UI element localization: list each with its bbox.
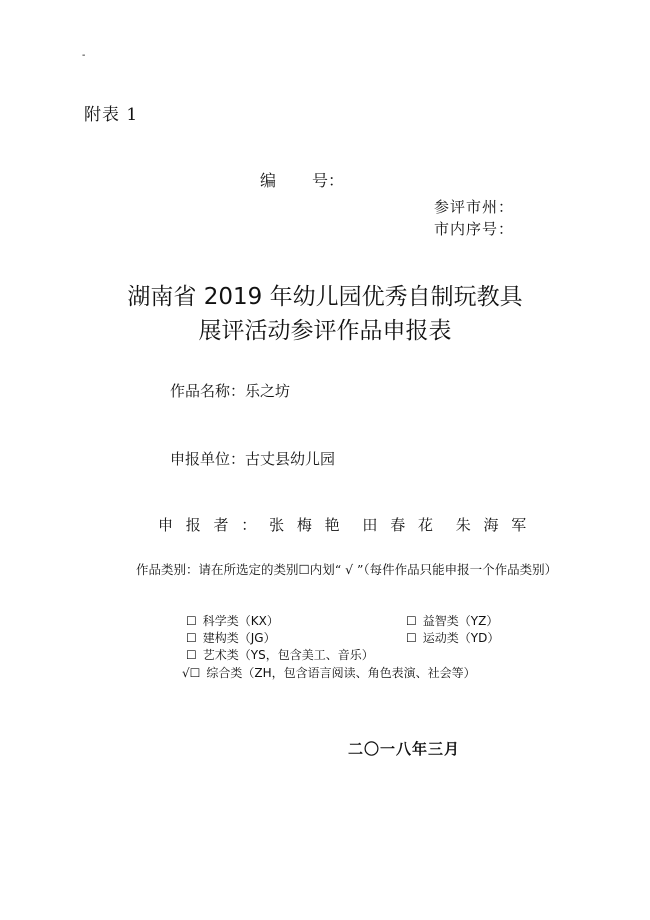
corner-mark: - xyxy=(82,50,86,61)
form-title-line1: 湖南省 2019 年幼儿园优秀自制玩教具 xyxy=(127,284,523,310)
code-field xyxy=(260,168,344,191)
checkbox-icon[interactable]: ☐ xyxy=(186,631,197,645)
appendix-label: 附表 1 xyxy=(84,105,139,125)
category-option-puzzle[interactable] xyxy=(406,612,498,629)
sequence-field: 市内序号： xyxy=(434,220,515,238)
applicants-label: 申 报 者 ： xyxy=(158,516,261,534)
checkbox-icon[interactable]: ☐ xyxy=(406,614,417,628)
code-label-part1: 编 xyxy=(260,171,277,190)
form-date: 二〇一八年三月 xyxy=(348,740,461,758)
category-option-sports[interactable] xyxy=(406,629,499,646)
applicant-name: 田 春 花 xyxy=(362,516,437,534)
category-label: 运动类（YD） xyxy=(422,631,500,645)
category-label: 科学类（KX） xyxy=(202,614,279,628)
applicants-field xyxy=(158,514,530,535)
category-instructions: 作品类别：请在所选定的类别☐内划“ √ ”（每件作品只能申报一个作品类别） xyxy=(136,562,558,577)
code-label-part2: 号： xyxy=(312,171,345,190)
applicant-unit-field: 申报单位：古丈县幼儿园 xyxy=(170,450,336,468)
category-label: 综合类（ZH，包含语言阅读、角色表演、社会等） xyxy=(206,666,476,680)
category-label: 建构类（JG） xyxy=(202,631,276,645)
city-field: 参评市州： xyxy=(434,198,515,216)
category-label: 益智类（YZ） xyxy=(422,614,499,628)
category-label: 艺术类（YS，包含美工、音乐） xyxy=(202,648,374,662)
applicant-name: 朱 海 军 xyxy=(455,516,531,534)
checkbox-icon[interactable]: ☐ xyxy=(186,614,197,628)
form-title-line2: 展评活动参评作品申报表 xyxy=(198,318,452,344)
category-option-art[interactable] xyxy=(186,646,374,663)
category-option-construction[interactable] xyxy=(186,629,276,646)
checked-checkbox-icon[interactable]: √☐ xyxy=(182,666,201,680)
category-option-science[interactable] xyxy=(186,612,279,629)
applicant-name: 张 梅 艳 xyxy=(269,516,344,534)
work-name-field: 作品名称：乐之坊 xyxy=(170,382,291,400)
category-option-comprehensive[interactable] xyxy=(182,664,476,681)
checkbox-icon[interactable]: ☐ xyxy=(186,648,197,662)
checkbox-icon[interactable]: ☐ xyxy=(406,631,417,645)
